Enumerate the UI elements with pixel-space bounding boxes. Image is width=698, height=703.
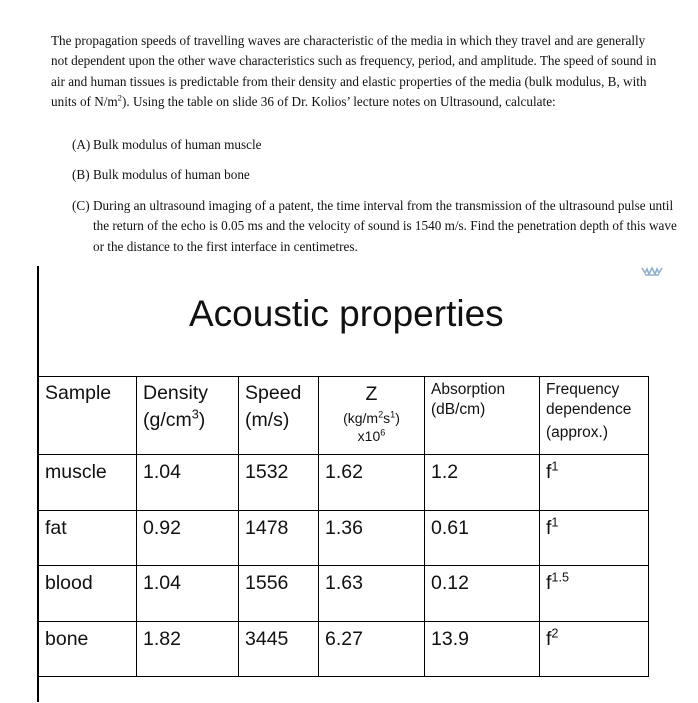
question-c-text: During an ultrasound imaging of a patent, the time interval from the transmission of the ultrasound pulse until the return of the echo is 0.05 ms and the velocity of sound is 1540 m/s. Find the penetration depth of this wave or the distance to the first interface in centimetres. <box>93 198 677 254</box>
cell-absorption: 1.2 <box>425 455 540 511</box>
cell-frequency: $f^2$ <box>540 621 649 677</box>
cell-density: 0.92 <box>137 510 239 566</box>
cell-frequency: $f^1$ <box>540 455 649 511</box>
cell-speed: 1556 <box>239 566 319 622</box>
logo-shape <box>642 268 662 275</box>
acoustic-properties-table <box>38 376 649 677</box>
impedance-scale: $x10^6$ <box>357 427 386 444</box>
cell-speed: 1478 <box>239 510 319 566</box>
cell-speed: 1532 <box>239 455 319 511</box>
cell-sample: blood <box>39 566 137 622</box>
cell-speed: 3445 <box>239 621 319 677</box>
table-row <box>39 621 649 677</box>
question-a-letter: (A) <box>72 137 91 152</box>
question-a <box>72 135 262 155</box>
cell-sample: bone <box>39 621 137 677</box>
cell-density: 1.82 <box>137 621 239 677</box>
cell-density: 1.04 <box>137 455 239 511</box>
intro-unit-superscript: 2 <box>117 92 122 103</box>
question-c <box>72 196 683 257</box>
header-absorption: Absorption (dB/cm) <box>425 377 540 455</box>
header-density: Density $(g/cm^3)$ <box>137 377 239 455</box>
header-impedance: Z $(kg/m^2s^1)$ $x10^6$ <box>319 377 425 455</box>
table-row <box>39 566 649 622</box>
header-speed: Speed (m/s) <box>239 377 319 455</box>
question-c-letter: (C) <box>72 198 90 213</box>
intro-paragraph <box>51 31 661 113</box>
cell-impedance: 1.36 <box>319 510 425 566</box>
cell-sample: fat <box>39 510 137 566</box>
university-logo-icon <box>641 266 663 278</box>
cell-absorption: 13.9 <box>425 621 540 677</box>
intro-text-1: The propagation speeds of travelling waves are characteristic of the media in which they travel and are generally not dependent upon the other wave characteristics such as frequency, period, and amplitude. The speed of sound in air and human tissues is predictable from their density and elastic properties of the media (bulk modulus, B, with units of N/m <box>51 33 657 110</box>
cell-impedance: 1.62 <box>319 455 425 511</box>
cell-frequency: $f^{1.5}$ <box>540 566 649 622</box>
question-b-letter: (B) <box>72 167 90 182</box>
cell-absorption: 0.61 <box>425 510 540 566</box>
question-b <box>72 165 250 185</box>
header-frequency: Frequency dependence (approx.) <box>540 377 649 455</box>
header-sample: Sample <box>39 377 137 455</box>
cell-impedance: 6.27 <box>319 621 425 677</box>
table-row <box>39 510 649 566</box>
cell-sample: muscle <box>39 455 137 511</box>
impedance-unit: $(kg/m^2s^1)$ <box>343 409 400 426</box>
question-a-text: Bulk modulus of human muscle <box>93 137 262 152</box>
cell-impedance: 1.63 <box>319 566 425 622</box>
cell-absorption: 0.12 <box>425 566 540 622</box>
table-header-row <box>39 377 649 455</box>
cell-density: 1.04 <box>137 566 239 622</box>
intro-text-2: ). Using the table on slide 36 of Dr. Kolios’ lecture notes on Ultrasound, calculate: <box>121 94 556 110</box>
density-unit: $(g/cm^3)$ <box>143 407 206 431</box>
table-row <box>39 455 649 511</box>
question-b-text: Bulk modulus of human bone <box>93 167 250 182</box>
slide-title: Acoustic properties <box>189 293 504 334</box>
cell-frequency: $f^1$ <box>540 510 649 566</box>
